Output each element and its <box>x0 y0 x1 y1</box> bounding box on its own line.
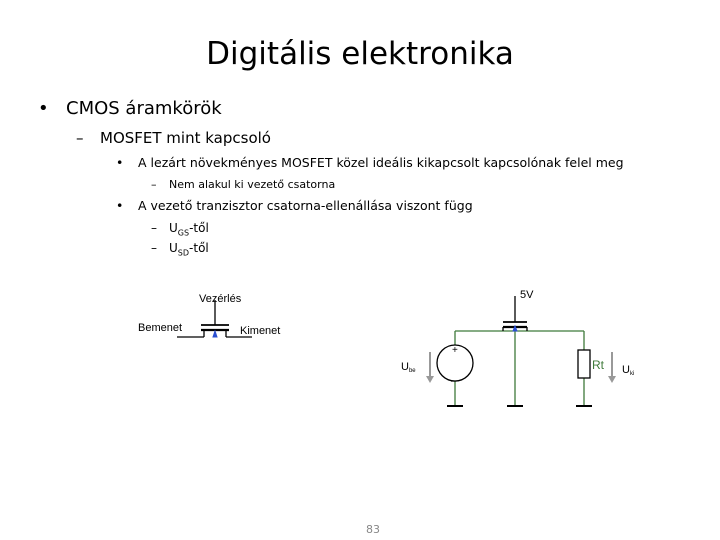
source-arrow <box>213 331 217 337</box>
dash-marker: – <box>151 221 157 235</box>
bullet-marker: • <box>38 98 49 119</box>
ugs-label: $U_{GS}$-től <box>169 221 209 238</box>
minus-sign: – <box>451 376 457 387</box>
rt-label: Rt <box>592 358 604 372</box>
usd-label: $U_{SD}$-től <box>169 241 209 258</box>
resistor <box>578 350 590 378</box>
plus-sign: + <box>452 345 458 356</box>
bullet-text: MOSFET mint kapcsoló <box>100 129 271 147</box>
dash-marker: – <box>151 241 157 255</box>
slide-title: Digitális elektronika <box>206 36 514 72</box>
bullet-text: A lezárt növekményes MOSFET közel ideális kikapcsolt kapcsolónak felel meg <box>138 155 624 170</box>
vezerles-label: Vezérlés <box>199 293 242 305</box>
kimenet-label: Kimenet <box>240 325 281 337</box>
ube-label: Ube <box>401 361 416 374</box>
uki-label: Uki <box>622 364 635 377</box>
page-number: 83 <box>366 523 380 536</box>
bemenet-label: Bemenet <box>138 322 183 334</box>
bullet-marker: • <box>116 155 124 170</box>
supply-label: 5V <box>520 289 534 301</box>
dash-marker: – <box>76 129 84 147</box>
dash-marker: – <box>151 178 157 191</box>
bullet-text: Nem alakul ki vezető csatorna <box>169 178 336 191</box>
bullet-marker: • <box>116 198 124 213</box>
bullet-text: CMOS áramkörök <box>66 98 222 119</box>
bullet-text: A vezető tranzisztor csatorna-ellenállása viszont függ <box>138 198 473 213</box>
